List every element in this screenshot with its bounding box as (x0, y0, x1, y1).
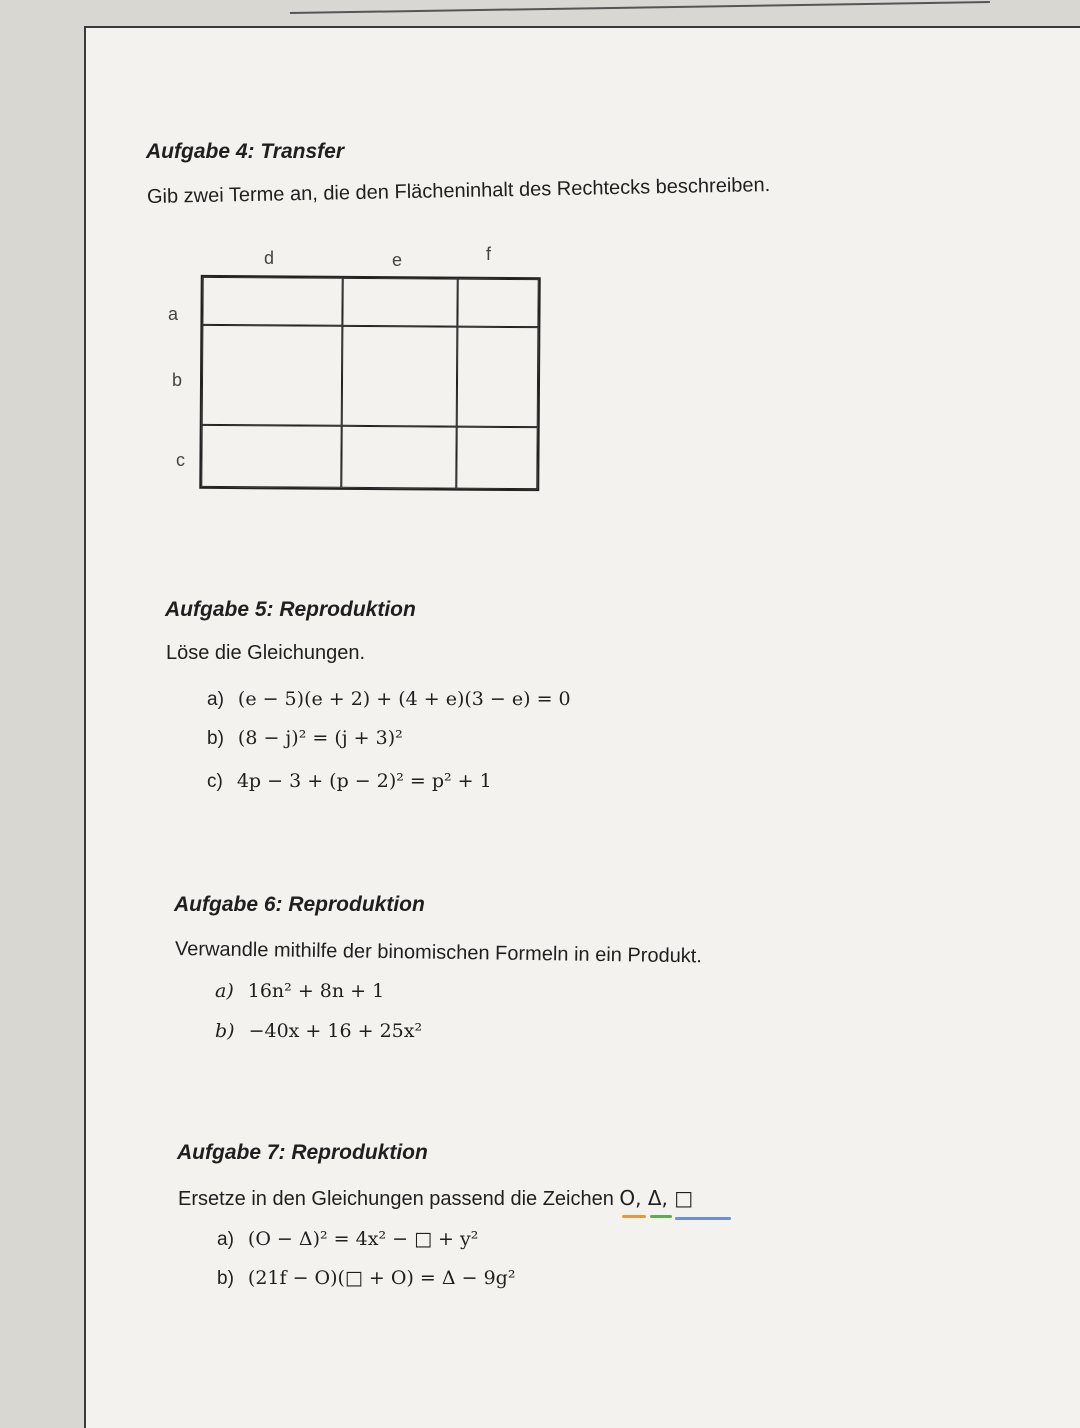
grid-cell (342, 326, 458, 427)
grid-cell (201, 425, 341, 488)
equation-text: −40x + 16 + 25x² (248, 1020, 423, 1042)
equation-label: a) (215, 980, 234, 1002)
task7-equation-a (217, 1228, 478, 1251)
grid-cell (341, 426, 456, 489)
task5-heading: Aufgabe 5: Reproduktion (165, 598, 416, 621)
column-label-e: e (392, 250, 403, 270)
grid-cell (457, 327, 539, 428)
grid-cell (202, 325, 343, 426)
column-label-d: d (264, 248, 275, 268)
grid-cell (456, 427, 537, 490)
equation-text: (21f − O)(□ + O) = Δ − 9g² (247, 1267, 516, 1289)
task4-instruction: Gib zwei Terme an, die den Flächeninhalt des Rechtecks beschreiben. (146, 174, 771, 208)
blue-marker-underline (675, 1217, 731, 1220)
task5-equation-a (207, 688, 571, 711)
task6-equation-b (215, 1020, 422, 1042)
row-label-a: a (168, 304, 179, 324)
column-label-f: f (486, 244, 492, 264)
task7-heading: Aufgabe 7: Reproduktion (177, 1141, 428, 1164)
page-edge-line (290, 0, 990, 14)
task7-instruction (178, 1186, 693, 1211)
task6-heading: Aufgabe 6: Reproduktion (174, 893, 425, 916)
rectangle-grid (199, 275, 540, 491)
equation-label: a) (217, 1229, 234, 1250)
orange-marker-underline (622, 1215, 646, 1218)
task5-equation-c (207, 770, 492, 793)
row-label-b: b (172, 370, 183, 390)
grid-cell (457, 279, 538, 328)
task5-equation-b (207, 727, 403, 750)
task5-instruction: Löse die Gleichungen. (166, 642, 366, 664)
equation-label: c) (207, 771, 223, 792)
grid-cell (202, 277, 342, 326)
equation-label: b) (207, 728, 224, 749)
equation-text: 16n² + 8n + 1 (247, 980, 385, 1002)
equation-text: (8 − j)² = (j + 3)² (237, 727, 403, 749)
task7-instruction-text: Ersetze in den Gleichungen passend die Zeichen (178, 1188, 620, 1210)
equation-label: b) (215, 1020, 235, 1042)
equation-label: a) (207, 689, 224, 710)
equation-text: (e − 5)(e + 2) + (4 + e)(3 − e) = 0 (237, 688, 571, 710)
grid-cell (342, 278, 457, 327)
equation-text: 4p − 3 + (p − 2)² = p² + 1 (236, 770, 492, 792)
task7-symbols: O, Δ, □ (619, 1186, 694, 1210)
task7-equation-b (217, 1267, 515, 1290)
equation-label: b) (217, 1268, 234, 1289)
task6-equation-a (215, 980, 384, 1002)
task6-instruction: Verwandle mithilfe der binomischen Formeln in ein Produkt. (174, 938, 703, 968)
task4-heading: Aufgabe 4: Transfer (146, 140, 344, 163)
green-marker-underline (650, 1215, 672, 1218)
row-label-c: c (176, 450, 185, 470)
equation-text: (O − Δ)² = 4x² − □ + y² (247, 1228, 479, 1250)
